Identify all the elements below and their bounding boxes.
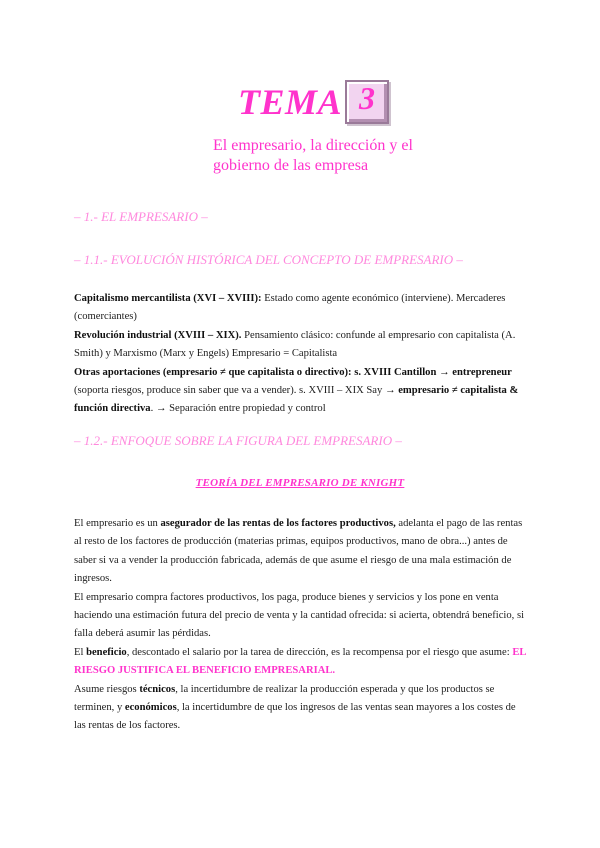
knight-text-block-4	[74, 681, 526, 736]
knight-highlight: EL RIESGO JUSTIFICA EL BENEFICIO EMPRESARIAL.	[74, 646, 526, 677]
knight-c3: , descontado el salario por la tarea de dirección, es la recompensa por el riesgo que asume:	[126, 646, 513, 658]
section-heading-1: – 1.- EL EMPRESARIO –	[74, 209, 208, 224]
knight-d2: técnicos	[139, 683, 176, 695]
knight-a1: El empresario es un	[74, 518, 161, 529]
tema-number: 3	[359, 80, 375, 116]
evolucion-item-1	[74, 290, 526, 327]
knight-paragraph	[74, 515, 526, 736]
knight-a2: asegurador de las rentas de los factores productivos,	[160, 518, 396, 529]
section-heading-1-1: – 1.1.- EVOLUCIÓN HISTÓRICA DEL CONCEPTO DE EMPRESARIO –	[74, 252, 463, 267]
knight-title-text: TEORÍA DEL EMPRESARIO DE KNIGHT	[195, 477, 405, 489]
evolucion-text-2: Pensamiento clásico: confunde al empresario con capitalista (A. Smith) y Marxismo (Marx y Engels) Empresario = Capitalista	[74, 329, 516, 360]
knight-d3: , la incertidumbre de realizar la producción esperada y que los productos se terminen, y	[74, 683, 495, 714]
subtitle-line-2: gobierno de las empresa	[213, 157, 369, 174]
knight-text-block-3	[74, 644, 526, 681]
section-heading-1-2: – 1.2.- ENFOQUE SOBRE LA FIGURA DEL EMPRESARIO –	[74, 433, 402, 448]
subtitle-line-1: El empresario, la dirección y el	[213, 137, 413, 154]
evolucion-text-1: Estado como agente económico (interviene). Mercaderes (comerciantes)	[74, 293, 506, 323]
evolucion-item-2	[74, 327, 526, 364]
evolucion-text-4: . → Separación entre propiedad y control	[150, 403, 326, 415]
knight-a3: adelanta el pago de las rentas al resto de los factores de producción (materias primas, equipos productivos, mano de obra...) antes de saber si va a vender la producción fabricada, además de que asume el riesgo de una mala estimación de ingresos.	[74, 518, 523, 585]
knight-c1: El	[74, 646, 87, 658]
evolucion-bold-2: Revolución industrial (XVIII – XIX).	[74, 329, 242, 341]
evolucion-bold-1: Capitalismo mercantilista (XVI – XVIII):	[74, 293, 262, 304]
knight-theory-title	[0, 477, 600, 489]
document-subtitle	[213, 136, 473, 176]
tema-title: TEMA	[238, 82, 343, 122]
evolucion-bold-4: empresario ≠ capitalista & función directiva	[74, 385, 519, 415]
evolucion-item-3	[74, 364, 526, 419]
evolucion-paragraph	[74, 290, 526, 419]
knight-d5: , la incertidumbre de que los ingresos de las ventas sean mayores a los costes de las rentas de los factores.	[74, 702, 516, 732]
knight-text-block-1	[74, 515, 526, 589]
evolucion-text-3: (soporta riesgos, produce sin saber que va a vender). s. XVIII – XIX Say →	[74, 385, 396, 397]
knight-d1: Asume riesgos	[74, 683, 140, 695]
knight-text-block-2: El empresario compra factores productivos, los paga, produce bienes y servicios y los pone en venta haciendo una estimación futura del precio de venta y la cantidad ofrecida: si acierta, obtendrá beneficio, si falla deberá asumir las pérdidas.	[74, 591, 525, 640]
knight-d4: económicos	[124, 702, 177, 714]
knight-c2: beneficio	[86, 646, 127, 658]
evolucion-bold-3: Otras aportaciones (empresario ≠ que capitalista o directivo): s. XVIII Cantillon → entrepreneur	[74, 366, 512, 378]
tema-number-box	[345, 80, 389, 124]
